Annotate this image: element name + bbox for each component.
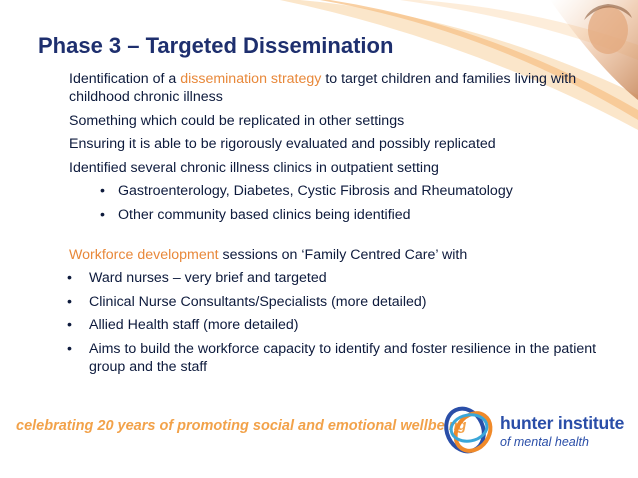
- sub-bullet-text: Other community based clinics being identified: [118, 206, 411, 223]
- interlocking-rings-logo-icon: [441, 402, 497, 458]
- bullet-icon: •: [100, 206, 105, 223]
- bullet-text: Ward nurses – very brief and targeted: [89, 270, 327, 287]
- dissemination-strategy-highlight: dissemination strategy: [180, 71, 322, 87]
- footer-tagline: celebrating 20 years of promoting social and emotional wellbeing: [16, 418, 467, 434]
- slide-title: Phase 3 – Targeted Dissemination: [38, 33, 394, 58]
- bullet-item: [67, 340, 609, 376]
- sub-bullet-item: [69, 206, 609, 224]
- bullet-icon: •: [67, 270, 72, 287]
- workforce-development-highlight: Workforce development: [69, 246, 219, 263]
- bullet-item: [67, 316, 609, 334]
- text-item-pre: Identification of a: [69, 71, 181, 87]
- slide-body: [69, 70, 609, 382]
- bullet-icon: •: [67, 317, 72, 334]
- org-name: hunter institute: [500, 413, 625, 433]
- bullet-icon: •: [100, 183, 105, 200]
- sub-bullet-text: Gastroenterology, Diabetes, Cystic Fibrosis and Rheumatology: [118, 183, 513, 200]
- text-item: Identified several chronic illness clinics in outpatient setting: [69, 159, 439, 176]
- text-item: Something which could be replicated in other settings: [69, 112, 405, 129]
- bullet-icon: •: [67, 340, 72, 357]
- text-item: [69, 70, 609, 106]
- bullet-item: [67, 293, 609, 311]
- spacer: [69, 230, 609, 246]
- bullet-icon: •: [67, 293, 72, 310]
- bullet-text: Aims to build the workforce capacity to identify and foster resilience in the patient group and the staff: [89, 340, 597, 375]
- bullet-text: Allied Health staff (more detailed): [89, 317, 299, 334]
- text-item: Ensuring it is able to be rigorously evaluated and possibly replicated: [69, 136, 496, 153]
- org-subtitle: of mental health: [500, 435, 589, 449]
- bullet-text: Clinical Nurse Consultants/Specialists (more detailed): [89, 293, 427, 310]
- workforce-intro: [69, 246, 609, 264]
- text-item-post: to target children and families living with childhood chronic illness: [69, 71, 577, 105]
- bullet-item: [67, 269, 609, 287]
- workforce-intro-text: sessions on ‘Family Centred Care’ with: [218, 246, 468, 263]
- sub-bullet-item: [69, 182, 609, 200]
